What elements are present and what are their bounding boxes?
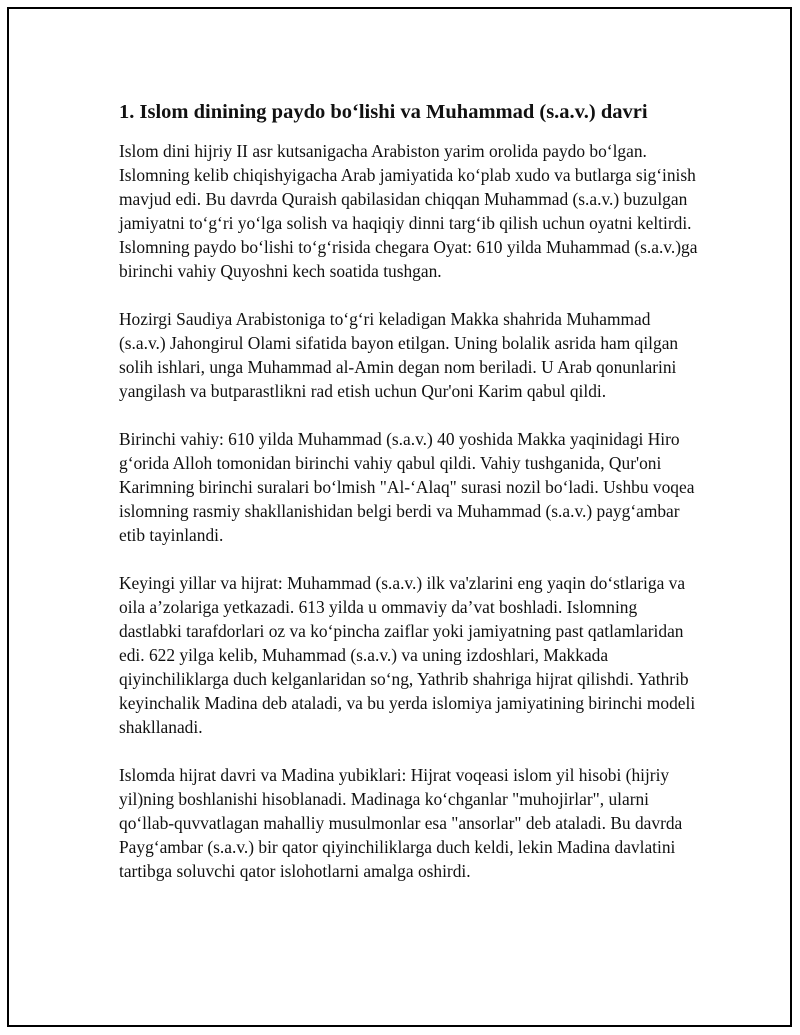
paragraph-intro: Islom dini hijriy II asr kutsanigacha Arabiston yarim orolida paydo bo‘lgan. Islomning kelib chiqishyigacha Arab jamiyatida ko‘plab xudo va butlarga sig‘inish mavjud edi. Bu davrda Quraish qabilasidan chiqqan Muhammad (s.a.v.) buzulgan jamiyatni to‘g‘ri yo‘lga solish va haqiqiy dinni targ‘ib qilish uchun oyatni keltirdi. Islomning paydo bo‘lishi to‘g‘risida chegara Oyat: 610 yilda Muhammad (s.a.v.)ga birinchi vahiy Quyoshni kech soatida tushgan. xyxy=(119,141,698,281)
paragraph-madina: Islomda hijrat davri va Madina yubiklari: Hijrat voqeasi islom yil hisobi (hijriy yil)ning boshlanishi hisoblanadi. Madinaga ko‘chganlar "muhojirlar", ularni qo‘llab-quvvatlagan mahalliy musulmonlar esa "ansorlar" deb ataladi. Bu davrda Payg‘ambar (s.a.v.) bir qator qiyinchiliklarga duch keldi, lekin Madina davlatini tartibga soluvchi qator islohotlarni amalga oshirdi. xyxy=(119,765,683,881)
document-title: 1. Islom dinining paydo bo‘lishi va Muhammad (s.a.v.) davri xyxy=(119,101,648,123)
paragraph-hijrat: Keyingi yillar va hijrat: Muhammad (s.a.v.) ilk va'zlarini eng yaqin do‘stlariga va oila a’zolariga yetkazadi. 613 yilda u ommaviy da’vat boshladi. Islomning dastlabki tarafdorlari oz va ko‘pincha zaiflar yoki jamiyatning past qatlamlaridan edi. 622 yilga kelib, Muhammad (s.a.v.) va uning izdoshlari, Makkada qiyinchiliklarga duch kelganlaridan so‘ng, Yathrib shahriga hijrat qilishdi. Yathrib keyinchalik Madina deb ataladi, va bu yerda islomiya jamiyatining birinchi modeli shakllanadi. xyxy=(119,573,696,737)
paragraph-makka: Hozirgi Saudiya Arabistoniga to‘g‘ri keladigan Makka shahrida Muhammad (s.a.v.) Jahongirul Olami sifatida bayon etilgan. Uning bolalik asrida ham qilgan solih ishlari, unga Muhammad al-Amin degan nom beriladi. U Arab qonunlarini yangilash va butparastlikni rad etish uchun Qur'oni Karim qabul qildi. xyxy=(119,309,679,401)
paragraph-first-revelation: Birinchi vahiy: 610 yilda Muhammad (s.a.v.) 40 yoshida Makka yaqinidagi Hiro g‘orida Alloh tomonidan birinchi vahiy qabul qildi. Vahiy tushganida, Qur'oni Karimning birinchi suralari bo‘lmish "Al-‘Alaq" surasi nozil bo‘ladi. Ushbu voqea islomning rasmiy shakllanishidan belgi berdi va Muhammad (s.a.v.) payg‘ambar etib tayinlandi. xyxy=(119,429,695,545)
document-body xyxy=(119,97,699,907)
page-frame xyxy=(7,7,792,1027)
